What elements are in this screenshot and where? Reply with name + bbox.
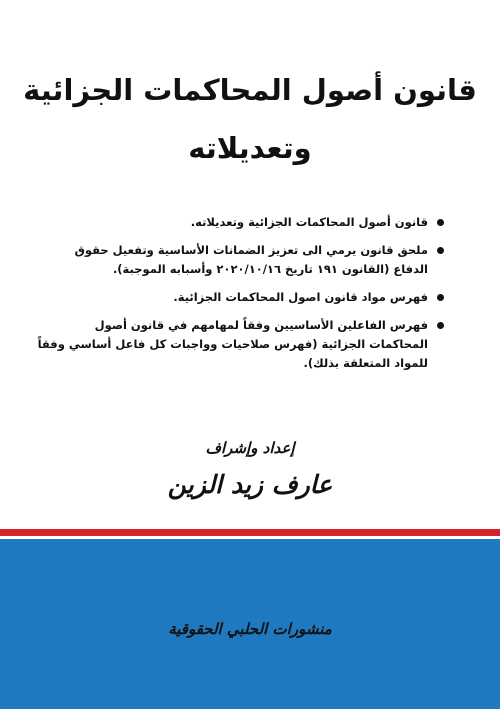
contents-item [36, 213, 444, 232]
bullet-icon [437, 322, 444, 329]
contents-item [36, 241, 444, 279]
contents-item [36, 316, 444, 373]
contents-item-text: فهرس الفاعلين الأساسيين وفقاً لمهامهم في قانون أصول المحاكمات الجزائية (فهرس صلاحيات وواجبات كل فاعل أساسي وفقاً للمواد المتعلقة بذلك). [37, 318, 428, 370]
bullet-icon [437, 247, 444, 254]
author-name: عارف زيد الزين [167, 470, 333, 499]
bullet-icon [437, 219, 444, 226]
contents-list [36, 213, 444, 382]
contents-item [36, 288, 444, 307]
contents-item-text: ملحق قانون يرمي الى تعزيز الضمانات الأساسية وتفعيل حقوق الدفاع (القانون ١٩١ تاريخ ٢٠٢٠/١٠/١٦ وأسبابه الموجبة). [74, 243, 428, 276]
bullet-icon [437, 294, 444, 301]
contents-item-text: قانون أصول المحاكمات الجزائية وتعديلاته. [190, 215, 428, 229]
prepared-by-label: إعداد وإشراف [205, 439, 295, 457]
contents-item-text: فهرس مواد قانون اصول المحاكمات الجزائية. [173, 290, 428, 304]
title-line-1: قانون أصول المحاكمات الجزائية [23, 73, 477, 107]
book-title [20, 70, 480, 168]
publisher-name: منشورات الحلبي الحقوقية [168, 620, 332, 638]
title-line-2: وتعديلاته [188, 131, 312, 165]
red-stripe [0, 529, 500, 536]
